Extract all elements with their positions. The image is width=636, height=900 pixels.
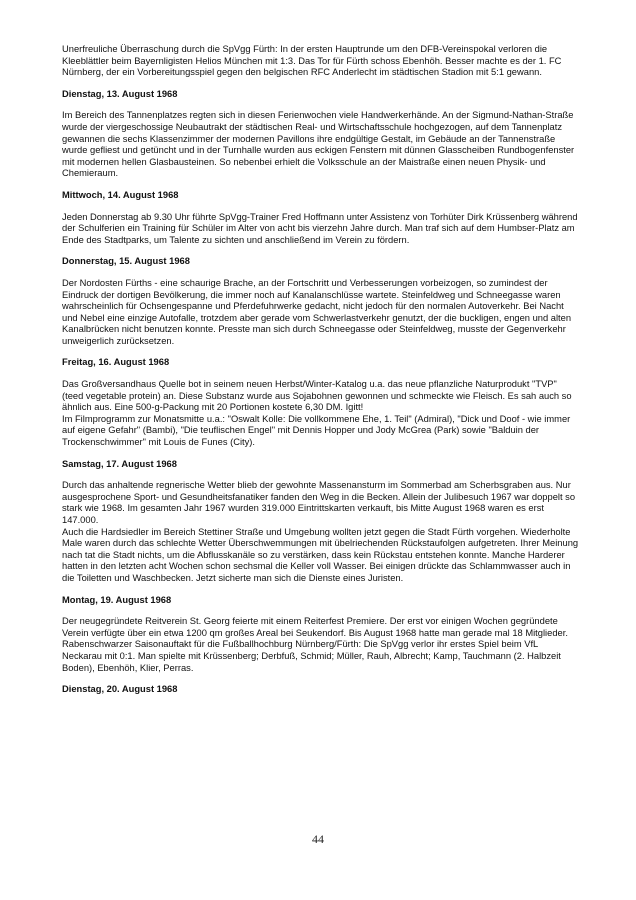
page-number: 44 (312, 832, 324, 846)
paragraph-line: Auch die Hardsiedler im Bereich Stettiner Straße und Umgebung wollten jetzt gegen die Stadt Fürth vorgehen. Wiederholte Male waren durch das schlechte Wetter Überschwemmungen mit übelriechenden Rückstaufolgen aufgetreten. Ihrer Meinung nach tat die Stadt nichts, um die Abflusskanäle so zu verstärken, dass kein Rückstau entstehen konnte. Manche Harderer hatten in den letzten acht Wochen schon sechsmal die Keller voll Wasser. Bei einigen drückte das Schlammwasser auch in die Toiletten und Waschbecken. Jetzt sicherte man sich die Dienste eines Juristen. (62, 526, 579, 583)
entry-date-heading: Donnerstag, 15. August 1968 (62, 256, 190, 267)
entry-date-heading: Samstag, 17. August 1968 (62, 458, 177, 469)
entry (62, 459, 580, 585)
paragraph-line: Das Großversandhaus Quelle bot in seinem neuen Herbst/Winter-Katalog u.a. das neue pflanzliche Naturprodukt "TVP" (teed vegetable protein) an. Diese Substanz wurde aus Sojabohnen gewonnen und schmeckte wie Fleisch. Es sah auch so ähnlich aus. Eine 500-g-Packung mit 20 Portionen kostete 6,30 DM. Igitt! (62, 379, 572, 413)
entry-paragraph: Im Bereich des Tannenplatzes regten sich in diesen Ferienwochen viele Handwerkerhände. An der Sigmund-Nathan-Straße wurde der viergeschossige Neubautrakt der städtischen Real- und Wirtschaftsschule hochgezogen, auf dem Tannenplatz gewannen die sechs Klassenzimmer der modernen Pavillons ihre endgültige Gestalt, im Gebäude an der Tannenstraße wurde gefliest und getüncht und in der Turnhalle wurden aus eckigen Fenstern mit dünnen Glasscheiben Rundbogenfenster mit modernen hellen Glasbausteinen. So nebenbei erhielt die Volksschule an der Maistraße einen neuen Physik- und Chemieraum. (62, 110, 575, 179)
entry-date-heading: Mittwoch, 14. August 1968 (62, 189, 179, 200)
entry-paragraph (62, 480, 580, 584)
entry (62, 595, 580, 675)
entry-date-heading: Freitag, 16. August 1968 (62, 357, 170, 368)
paragraph-line: Durch das anhaltende regnerische Wetter blieb der gewohnte Massenansturm im Sommerbad am Scherbsgraben aus. Nur ausgesprochene Sport- und Gesundheitsfanatiker fanden den Weg in die Becken. Allein der Julibesuch 1967 war doppelt so stark wie 1968. Im gesamten Jahr 1967 wurden 319.000 Eintrittskarten verkauft, bis Mitte August 1968 waren es erst 147.000. (62, 480, 576, 525)
paragraph-line: Der neugegründete Reitverein St. Georg feierte mit einem Reiterfest Premiere. Der erst vor einigen Wochen gegründete Verein verfügte über ein etwa 1200 qm großes Areal bei Seukendorf. Bis August 1968 hatte man gerade mal 18 Mitglieder. (62, 616, 568, 638)
entry-date-heading: Montag, 19. August 1968 (62, 594, 172, 605)
paragraph-line: Rabenschwarzer Saisonauftakt für die Fußballhochburg Nürnberg/Fürth: Die SpVgg verlor ihr erstes Spiel beim VfL Neckarau mit 0:1. Man spielte mit Krüssenberg; Derbfuß, Schmid; Müller, Rauh, Albrecht; Kamp, Tauchmann (2. Halbzeit Boden), Ebenhöh, Klier, Perras. (62, 639, 561, 673)
entry-paragraph (62, 616, 580, 674)
entry (62, 89, 580, 180)
paragraph-line: Im Filmprogramm zur Monatsmitte u.a.: "Oswalt Kolle: Die vollkommene Ehe, 1. Teil" (Admiral), "Dick und Doof - wie immer auf eigene Gefahr" (Bambi), "Die teuflischen Engel" mit Dennis Hopper und Jody McGrea (Park) sowie "Balduin der Trockenschwimmer" mit Louis de Funes (City). (62, 413, 571, 448)
entry (62, 256, 580, 347)
entry (62, 190, 580, 246)
entry-paragraph (62, 379, 580, 449)
entry-date-heading: Dienstag, 13. August 1968 (62, 88, 178, 99)
entry (62, 357, 580, 448)
intro-paragraph: Unerfreuliche Überraschung durch die SpVgg Fürth: In der ersten Hauptrunde um den DFB-Vereinspokal verloren die Kleeblättler beim Bayernligisten Helios München mit 1:3. Das Tor für Fürth schoss Ebenhöh. Besser machte es der 1. FC Nürnberg, der ein Vorbereitungsspiel gegen den belgischen RFC Anderlecht im städtischen Stadion mit 5:1 gewann. (62, 44, 562, 78)
entry (62, 684, 580, 696)
entry-paragraph: Der Nordosten Fürths - eine schaurige Brache, an der Fortschritt und Verbesserungen vorbeizogen, so zumindest der Eindruck der dortigen Bevölkerung, die immer noch auf Kanalanschlüsse wartete. Steinfeldweg und Schneegasse waren wahrscheinlich für Ochsengespanne und Pferdefuhrwerke gedacht, nicht jedoch für den normalen Autoverkehr. Bei Nacht und Nebel eine einzige Autofalle, trotzdem aber gerade vom Schwerlastverkehr genutzt, der die buckligen, engen und alten Kanalbrücken nicht benutzen konnte. Presste man sich durch Schneegasse oder Steinfeldweg, musste der Gegenverkehr unweigerlich zurücksetzen. (62, 277, 572, 346)
entry-paragraph: Jeden Donnerstag ab 9.30 Uhr führte SpVgg-Trainer Fred Hoffmann unter Assistenz von Torhüter Dirk Krüssenberg während der Schulferien ein Training für Schüler im Alter von acht bis vierzehn Jahre durch. Man traf sich auf dem Humbser-Platz am Ende des Stadtparks, um Talente zu sichten und anschließend im Verein zu fördern. (62, 211, 578, 245)
entry-date-heading: Dienstag, 20. August 1968 (62, 684, 178, 695)
